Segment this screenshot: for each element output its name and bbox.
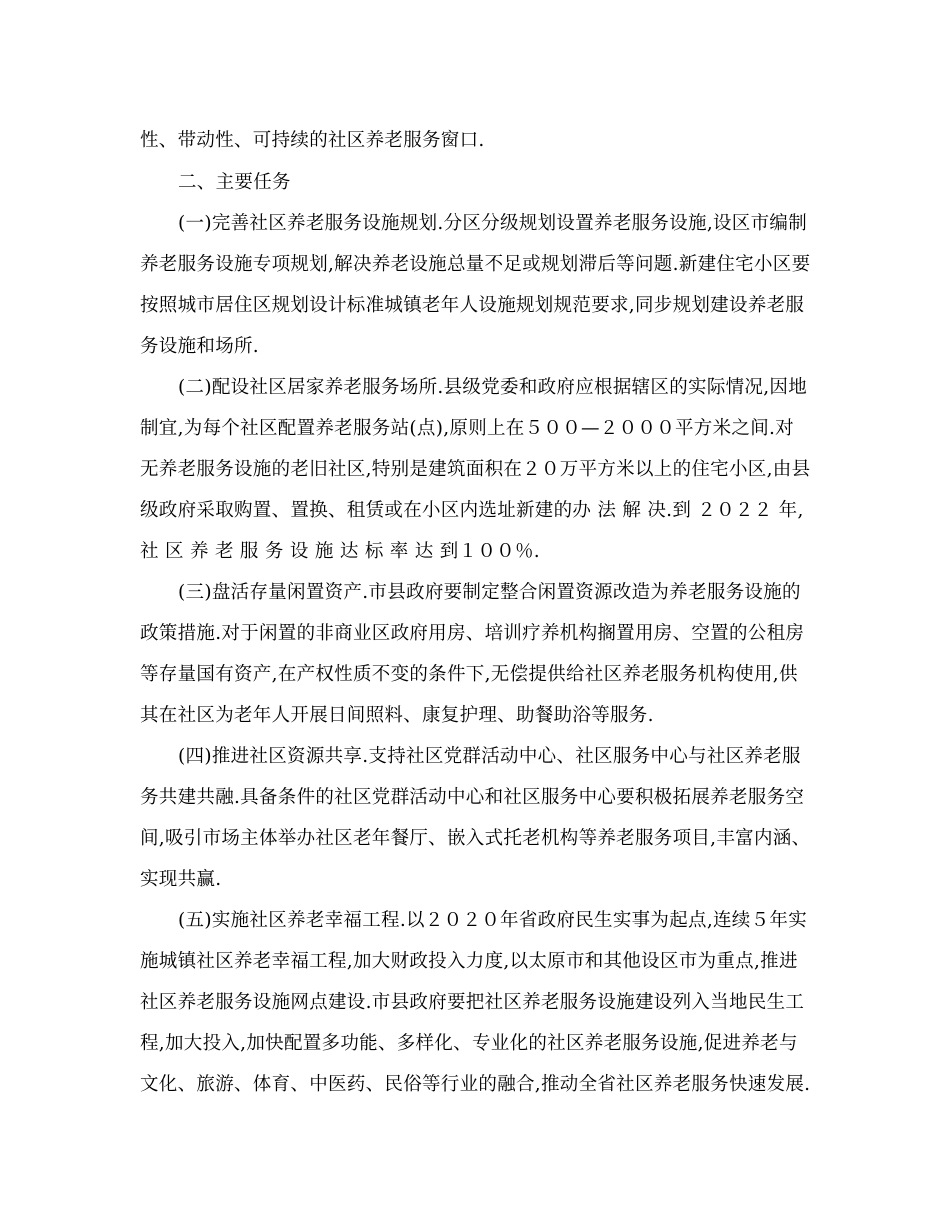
text-line: 社 区 养 老 服 务 设 施 达 标 率 达 到１００％. bbox=[140, 541, 540, 562]
text-line: 按照城市居住区规划设计标准城镇老年人设施规划规范要求,同步规划建设养老服 bbox=[140, 295, 805, 316]
text-line: 社区养老服务设施网点建设.市县政府要把社区养老服务设施建设列入当地民生工 bbox=[140, 992, 805, 1013]
text-line: 实现共赢. bbox=[140, 869, 222, 890]
text-line: 其在社区为老年人开展日间照料、康复护理、助餐助浴等服务. bbox=[140, 705, 654, 726]
text-line: 制宜,为每个社区配置养老服务站(点),原则上在５００—２０００平方米之间.对 bbox=[140, 418, 794, 439]
text-line: 间,吸引市场主体举办社区老年餐厅、嵌入式托老机构等养老服务项目,丰富内涵、 bbox=[140, 828, 811, 849]
text-line: 政策措施.对于闲置的非商业区政府用房、培训疗养机构搁置用房、空置的公租房 bbox=[140, 623, 805, 644]
text-line: 程,加大投入,加快配置多功能、多样化、专业化的社区养老服务设施,促进养老与 bbox=[140, 1033, 798, 1054]
section-heading: 二、主要任务 bbox=[178, 172, 291, 193]
text-line: 文化、旅游、体育、中医药、民俗等行业的融合,推动全省社区养老服务快速发展. bbox=[140, 1074, 811, 1095]
text-line: (四)推进社区资源共享.支持社区党群活动中心、社区服务中心与社区养老服 bbox=[178, 746, 801, 767]
text-line: (三)盘活存量闲置资产.市县政府要制定整合闲置资源改造为养老服务设施的 bbox=[178, 582, 801, 603]
text-line: 无养老服务设施的老旧社区,特别是建筑面积在２０万平方米以上的住宅小区,由县 bbox=[140, 459, 811, 480]
text-line: (一)完善社区养老服务设施规划.分区分级规划设置养老服务设施,设区市编制 bbox=[178, 213, 807, 234]
text-line: (五)实施社区养老幸福工程.以２０２０年省政府民生实事为起点,连续５年实 bbox=[178, 910, 807, 931]
text-line: 务设施和场所. bbox=[140, 336, 259, 357]
text-line: 等存量国有资产,在产权性质不变的条件下,无偿提供给社区养老服务机构使用,供 bbox=[140, 664, 798, 685]
text-line: 养老服务设施专项规划,解决养老设施总量不足或规划滞后等问题.新建住宅小区要 bbox=[140, 254, 811, 275]
text-line: 务共建共融.具备条件的社区党群活动中心和社区服务中心要积极拓展养老服务空 bbox=[140, 787, 805, 808]
text-line: (二)配设社区居家养老服务场所.县级党委和政府应根据辖区的实际情况,因地 bbox=[178, 377, 807, 398]
text-line: 性、带动性、可持续的社区养老服务窗口. bbox=[140, 130, 485, 151]
text-line: 施城镇社区养老幸福工程,加大财政投入力度,以太原市和其他设区市为重点,推进 bbox=[140, 951, 798, 972]
text-line: 级政府采取购置、置换、租赁或在小区内选址新建的办 法 解 决.到 ２０２２ 年, bbox=[140, 500, 804, 521]
